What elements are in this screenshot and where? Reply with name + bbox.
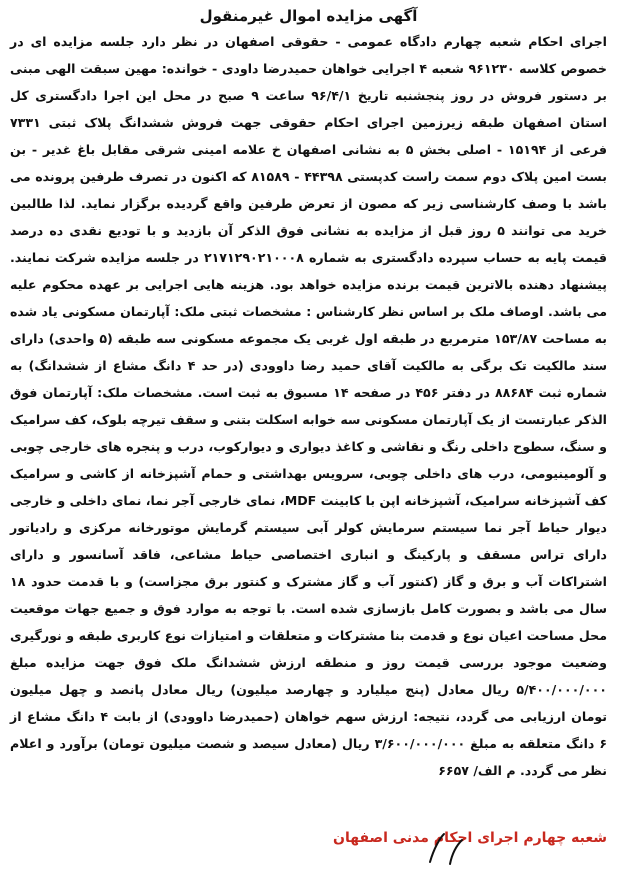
- legal-notice: [4, 4, 613, 866]
- issuing-office: شعبه چهارم اجرای احکام مدنی اصفهان: [333, 830, 607, 846]
- notice-title: آگهی مزایده اموال غیرمنقول: [199, 7, 418, 25]
- notice-body: اجرای احکام شعبه چهارم دادگاه عمومی - حقوقی اصفهان در نظر دارد جلسه مزایده ای در خصوص کلاسه ۹۶۱۲۳۰ شعبه ۴ اجرایی خواهان حمیدرضا داودی - خوانده: مهین سبقت الهی مبنی بر دستور فروش در روز پنجشنبه تاریخ ۹۶/۴/۱ ساعت ۹ صبح در محل این اجرا دادگستری کل استان اصفهان طبقه زیرزمین اجرای احکام حقوقی جهت فروش ششدانگ پلاک ثبتی ۷۳۳۱ فرعی از ۱۵۱۹۴ - اصلی بخش ۵ به نشانی اصفهان خ علامه امینی شرقی مقابل باغ غدیر - بن بست امین پلاک دوم سمت راست کدپستی ۴۴۳۹۸ - ۸۱۵۸۹ که اکنون در تصرف طرفین پرونده می باشد با وصف کارشناسی زیر که مصون از تعرض طرفین واقع گردیده برگزار نماید. لذا طالبین خرید می توانند ۵ روز قبل از مزایده به نشانی فوق الذکر آن بازدید و با تودیع نقدی ده درصد قیمت پایه به حساب سپرده دادگستری به شماره ۲۱۷۱۲۹۰۲۱۰۰۰۸ در جلسه مزایده شرکت نمایند. پیشنهاد دهنده بالاترین قیمت برنده مزایده خواهد بود. هزینه هایی اجرایی بر عهده محکوم علیه می باشد. اوصاف ملک بر اساس نظر کارشناس : مشخصات ثبتی ملک: آپارتمان مسکونی یاد شده به مساحت ۱۵۳/۸۷ مترمربع در طبقه اول غربی یک مجموعه مسکونی سه طبقه (۵ واحدی) دارای سند مالکیت تک برگی به مالکیت آقای حمید رضا داوودی (در حد ۴ دانگ مشاع از ششدانگ) به شماره ثبت ۸۸۶۸۴ در دفتر ۴۵۶ در صفحه ۱۴ مسبوق به ثبت است. مشخصات ملک: آپارتمان فوق الذکر عبارتست از یک آپارتمان مسکونی سه خوابه اسکلت بتنی و سقف تیرچه بلوک، کف سرامیک و سنگ، سطوح داخلی رنگ و نقاشی و کاغذ دیواری و دیوارکوب، درب و پنجره های خارجی چوبی و آلومینیومی، درب های داخلی چوبی، سرویس بهداشتی و حمام آشپزخانه از کاشی و سرامیک کف آشپزخانه سرامیک، آشپزخانه اپن با کابینت MDF، نمای خارجی آجر نما، نمای داخلی و خارجی دیوار حیاط آجر نما سیستم سرمایش کولر آبی سیستم گرمایش موتورخانه مرکزی و رادیاتور دارای تراس مسقف و پارکینگ و انباری اختصاصی حیاط مشاعی، فاقد آسانسور و دارای اشتراکات آب و برق و گاز (کنتور آب و گاز مشترک و کنتور برق مجزاست) و با قدمت حدود ۱۸ سال می باشد و بصورت کامل بازسازی شده است. با توجه به موارد فوق و جمیع جهات موقعیت محل مساحت اعیان نوع و قدمت بنا مشترکات و متعلقات و امتیازات نوع کاربری طبقه و نورگیری وضعیت موجود بررسی قیمت روز و منطقه ارزش ششدانگ ملک فوق جهت مزایده مبلغ ۵/۴۰۰/۰۰۰/۰۰۰ ریال معادل (پنج میلیارد و چهارصد میلیون) ریال معادل پانصد و چهل میلیون تومان ارزیابی می گردد، نتیجه: ارزش سهم خواهان (حمیدرضا داوودی) از بابت ۴ دانگ مشاع از ۶ دانگ متعلقه به مبلغ ۳/۶۰۰/۰۰۰/۰۰۰ ریال (معادل سیصد و شصت میلیون تومان) برآورد و اعلام نظر می گردد. م الف/ ۶۶۵۷: [10, 34, 608, 778]
- signature-mark: [420, 828, 480, 868]
